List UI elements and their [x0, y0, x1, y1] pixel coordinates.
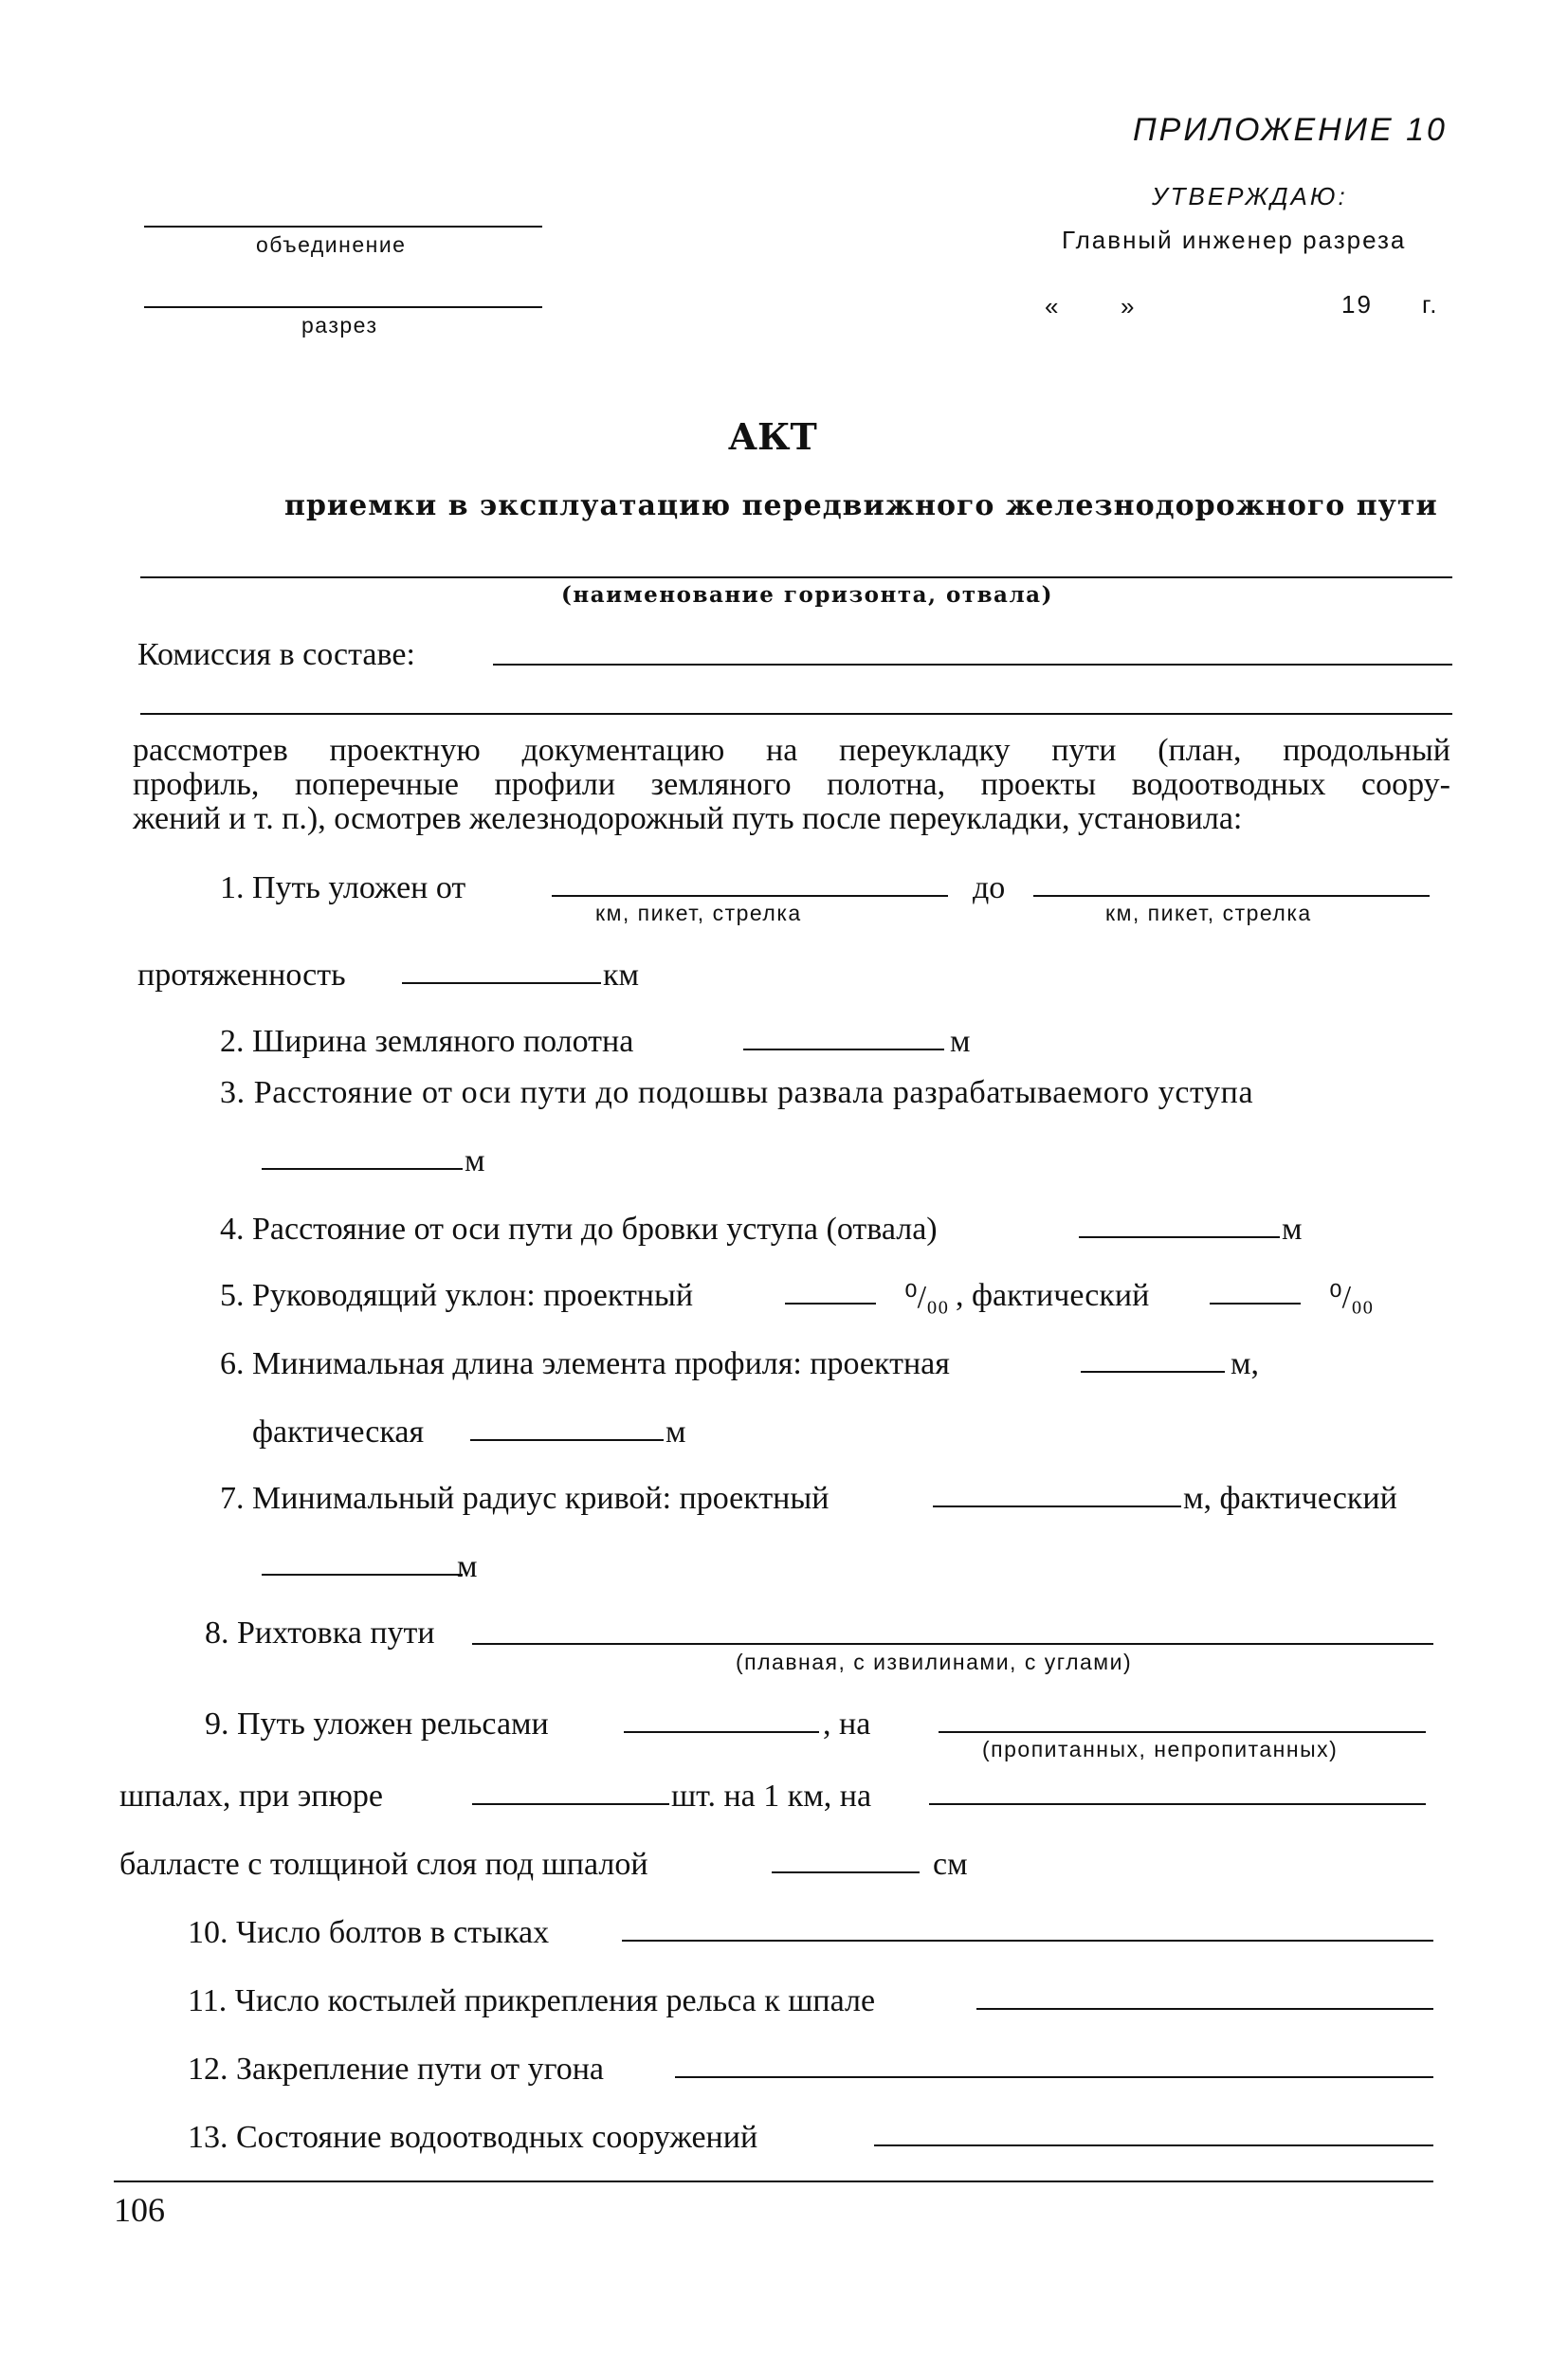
appendix-label: ПРИЛОЖЕНИЕ 10: [1133, 112, 1448, 148]
item-8-label: 8. Рихтовка пути: [205, 1615, 435, 1651]
paragraph-line-2: профиль, поперечные профили земляного полотна, проекты водоотводных соору-: [133, 767, 1450, 802]
item-1-label: 1. Путь уложен от: [220, 870, 466, 905]
item-5-permille-2: ⁰/₀₀: [1329, 1280, 1374, 1315]
item-6-actual-line: [470, 1439, 664, 1441]
date-quote-open: «: [1045, 292, 1061, 320]
length-unit: км: [603, 958, 640, 993]
item-2-unit: м: [950, 1024, 971, 1059]
commission-label: Комиссия в составе:: [137, 637, 415, 672]
section-label: разрез: [301, 313, 378, 338]
findings-paragraph: [133, 734, 1450, 836]
item-9-hint: (пропитанных, непропитанных): [982, 1737, 1339, 1761]
length-line: [402, 982, 601, 984]
item-6-design-line: [1081, 1371, 1225, 1373]
item-1-to-line: [1033, 895, 1430, 897]
length-label: протяженность: [137, 958, 346, 993]
item-11-label: 11. Число костылей прикрепления рельса к шпале: [188, 1983, 876, 2018]
item-8-hint: (плавная, с извилинами, с углами): [736, 1650, 1133, 1674]
item-6-unit: м,: [1231, 1346, 1260, 1381]
date-quote-close: »: [1121, 292, 1137, 320]
item-3-unit: м: [465, 1143, 485, 1178]
item-9-ballast-unit: см: [933, 1847, 968, 1882]
approve-label: УТВЕРЖДАЮ:: [1152, 182, 1348, 210]
item-3-label: 3. Расстояние от оси пути до подошвы развала разрабатываемого уступа: [220, 1075, 1254, 1110]
item-10-label: 10. Число болтов в стыках: [188, 1915, 550, 1950]
paragraph-line-3: жений и т. п.), осмотрев железнодорожный путь после переукладки, установила:: [133, 801, 1243, 836]
item-9-epure-line: [472, 1803, 669, 1805]
chief-engineer-label: Главный инженер разреза: [1062, 226, 1407, 254]
commission-line-2: [140, 713, 1452, 715]
item-5-label: 5. Руководящий уклон: проектный: [220, 1278, 694, 1313]
act-title: АКТ: [728, 415, 817, 458]
paragraph-line-1: рассмотрев проектную документацию на переукладку пути (план, продольный: [133, 733, 1450, 768]
item-9-label: 9. Путь уложен рельсами: [205, 1706, 549, 1742]
commission-line-1: [493, 664, 1452, 666]
item-9-sleepers-label: шпалах, при эпюре: [119, 1779, 383, 1814]
item-9-ballast-label: балласте с толщиной слоя под шпалой: [119, 1847, 648, 1882]
item-5-permille-1: ⁰/₀₀: [904, 1280, 949, 1315]
item-9-type-line: [939, 1731, 1426, 1733]
act-subtitle: приемки в эксплуатацию передвижного железнодорожного пути: [284, 489, 1438, 522]
footer-rule: [114, 2181, 1433, 2182]
section-line: [144, 306, 542, 308]
item-7-actual-label: м, фактический: [1183, 1481, 1397, 1516]
item-4-label: 4. Расстояние от оси пути до бровки уступа (отвала): [220, 1212, 938, 1247]
item-8-line: [472, 1643, 1433, 1645]
item-10-line: [622, 1940, 1433, 1942]
item-13-line: [874, 2144, 1433, 2146]
item-9-sleepers-line: [929, 1803, 1426, 1805]
item-1-from-hint: км, пикет, стрелка: [595, 901, 802, 925]
item-1-to-hint: км, пикет, стрелка: [1105, 901, 1312, 925]
item-1-from-line: [552, 895, 948, 897]
item-2-label: 2. Ширина земляного полотна: [220, 1024, 634, 1059]
item-12-label: 12. Закрепление пути от угона: [188, 2052, 605, 2087]
item-9-ballast-line: [772, 1871, 920, 1873]
horizon-line: [140, 576, 1452, 578]
item-1-to-label: до: [973, 870, 1006, 905]
item-6-label: 6. Минимальная длина элемента профиля: проектная: [220, 1346, 950, 1381]
item-2-line: [743, 1049, 944, 1050]
item-5-actual-label: , фактический: [956, 1278, 1150, 1313]
association-label: объединение: [256, 232, 407, 257]
item-7-design-line: [933, 1505, 1181, 1507]
page-number: 106: [114, 2191, 165, 2229]
association-line: [144, 226, 542, 228]
item-6-actual-unit: м: [665, 1414, 686, 1450]
item-13-label: 13. Состояние водоотводных сооружений: [188, 2120, 758, 2155]
date-year-suffix: г.: [1422, 290, 1439, 319]
item-5-actual-line: [1210, 1303, 1301, 1305]
item-3-line: [262, 1168, 463, 1170]
horizon-hint: (наименование горизонта, отвала): [561, 582, 1053, 608]
item-11-line: [976, 2008, 1433, 2010]
item-9-rails-line: [624, 1731, 819, 1733]
item-5-design-line: [785, 1303, 876, 1305]
item-7-actual-line: [262, 1574, 463, 1576]
item-6-actual-label: фактическая: [252, 1414, 425, 1450]
item-12-line: [675, 2076, 1433, 2078]
item-9-on-label: , на: [823, 1706, 871, 1742]
date-year: 19: [1341, 290, 1373, 319]
item-4-unit: м: [1282, 1212, 1303, 1247]
item-9-per-km-label: шт. на 1 км, на: [671, 1779, 872, 1814]
item-7-label: 7. Минимальный радиус кривой: проектный: [220, 1481, 830, 1516]
item-7-actual-unit: м: [457, 1549, 478, 1584]
item-4-line: [1079, 1236, 1280, 1238]
